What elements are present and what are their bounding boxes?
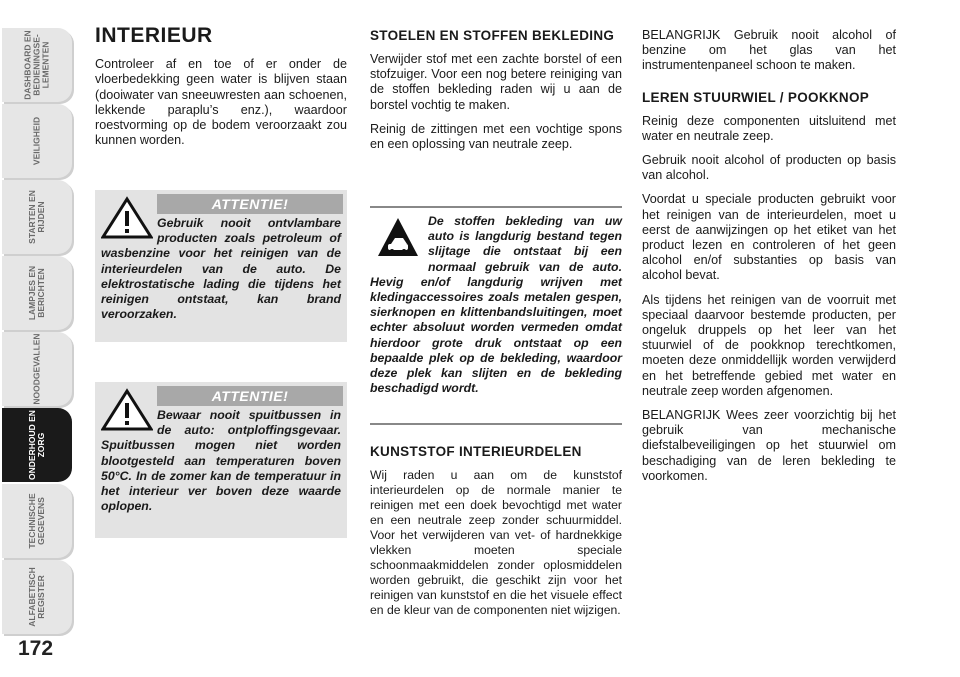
tab-lampjes[interactable] <box>2 256 72 330</box>
paragraph: BELANGRIJK Gebruik nooit alcohol of benzine om het glas van het instrumentenpaneel schoon te maken. <box>642 28 896 73</box>
vehicle-care-icon <box>376 216 420 260</box>
paragraph: Als tijdens het reinigen van de voorruit met speciaal daarvoor bestemde producten, per ongeluk druppels op het leer van het stuurwiel of de pookknop terechtkomen, moeten deze onmiddellijk worden verwijderd en het betreffende gebied met water en neutrale zeep worden afgenomen. <box>642 292 896 398</box>
paragraph: BELANGRIJK Wees zeer voorzichtig bij het gebruik van mechanische diefstalbeveiligingen op het stuurwiel om beschadiging van de leren bekleding te voorkomen. <box>642 408 896 483</box>
tab-label: STARTEN EN RIJDEN <box>27 190 46 244</box>
paragraph: Reinig deze componenten uitsluitend met water en neutrale zeep. <box>642 113 896 143</box>
tab-noodgevallen[interactable] <box>2 332 72 406</box>
intro-paragraph: Controleer af en toe of er onder de vloerbedekking geen water is blijven staan (dooiwater van sneeuwresten aan schoenen, lekkende paraplu’s enz.), waardoor roestvorming op de bodem veroorzaakt zou kunnen worden. <box>95 57 347 148</box>
column-stoelen <box>370 28 622 161</box>
environment-note <box>370 206 622 396</box>
tab-label: LAMPJES EN BERICHTEN <box>27 265 46 321</box>
tab-register[interactable] <box>2 560 72 634</box>
paragraph: Gebruik nooit alcohol of producten op basis van alcohol. <box>642 153 896 183</box>
section-title-leer: LEREN STUURWIEL / POOKKNOP <box>642 89 870 105</box>
section-title: INTERIEUR <box>95 24 213 47</box>
section-title-stoelen: STOELEN EN STOFFEN BEKLEDING <box>370 28 615 43</box>
warning-header: ATTENTIE! <box>157 194 343 214</box>
tab-technische[interactable] <box>2 484 72 558</box>
paragraph: Wij raden u aan om de kunststof interieurdelen op de normale manier te reinigen met een doek bevochtigd met water en een neutrale zeep zonder schuurmiddel. Voor het verwijderen van vet- of hardnekkige vlekken moeten speciale schoonmaakmiddelen zonder oplosmiddelen worden gebruikt, die geschikt zijn voor het reinigen van kunststof en die het visuele effect en de kleur van de componenten niet wijzigen. <box>370 468 622 617</box>
paragraph: Voordat u speciale producten gebruikt voor het reinigen van de interieurdelen, moet u eerst de aanwijzingen op het etiket van het product lezen en controleren of het geen alcohol en/of substanties op basis van alcohol bevat. <box>642 192 896 283</box>
tab-label: ALFABETISCH REGISTER <box>27 567 46 627</box>
column-kunststof <box>370 444 622 627</box>
chapter-sidebar <box>0 0 80 677</box>
column-leer <box>642 28 896 493</box>
warning-text: Gebruik nooit ontvlambare producten zoals petroleum of wasbenzine voor het reinigen van de interieurdelen van de auto. De elektrostatische lading die tijdens het reinigen ontstaat, kan brand veroorzaken. <box>101 216 341 322</box>
tab-onderhoud[interactable] <box>2 408 72 482</box>
tab-label: NOODGEVALLEN <box>31 333 42 405</box>
tab-dashboard[interactable] <box>2 28 72 102</box>
warning-box-spray <box>95 382 347 538</box>
paragraph: Verwijder stof met een zachte borstel of een stofzuiger. Voor een nog betere reiniging van de stoffen bekleding raden wij u aan de borstel vochtig te maken. <box>370 52 622 112</box>
tab-label: TECHNISCHE GEGEVENS <box>27 493 46 549</box>
note-text: De stoffen bekleding van uw auto is langdurig bestand tegen slijtage die ontstaat bij een normaal gebruik van de auto. Hevig en/of langdurig wrijven met kledingaccessoires zoals metalen gespen, sierknopen en klittenbandsluitingen, moet echter absoluut worden vermeden omdat hierdoor grote druk ontstaat op een bepaalde plek op de bekleding, waardoor deze plek kan slijten en de bekleding beschadigd wordt. <box>370 214 622 396</box>
tab-label: ONDERHOUD EN ZORG <box>27 410 46 480</box>
tab-label: DASHBOARD EN BEDIENINGSE- LEMENTEN <box>22 30 51 100</box>
warning-header: ATTENTIE! <box>157 386 343 406</box>
warning-box-flammable <box>95 190 347 342</box>
paragraph: Reinig de zittingen met een vochtige spons en een oplossing van neutrale zeep. <box>370 121 622 152</box>
page-number: 172 <box>18 637 54 660</box>
section-title-kunststof: KUNSTSTOF INTERIEURDELEN <box>370 444 582 459</box>
tab-starten[interactable] <box>2 180 72 254</box>
separator <box>370 423 622 425</box>
column-interieur <box>95 24 347 157</box>
tab-veiligheid[interactable] <box>2 104 72 178</box>
warning-text: Bewaar nooit spuitbussen in de auto: ontploffingsgevaar. Spuitbussen mogen niet worden blootgesteld aan temperaturen boven 50°C. In de zomer kan de temperatuur in het interieur ver boven deze waarde oplopen. <box>101 408 341 514</box>
tab-label: VEILIGHEID <box>31 116 42 166</box>
